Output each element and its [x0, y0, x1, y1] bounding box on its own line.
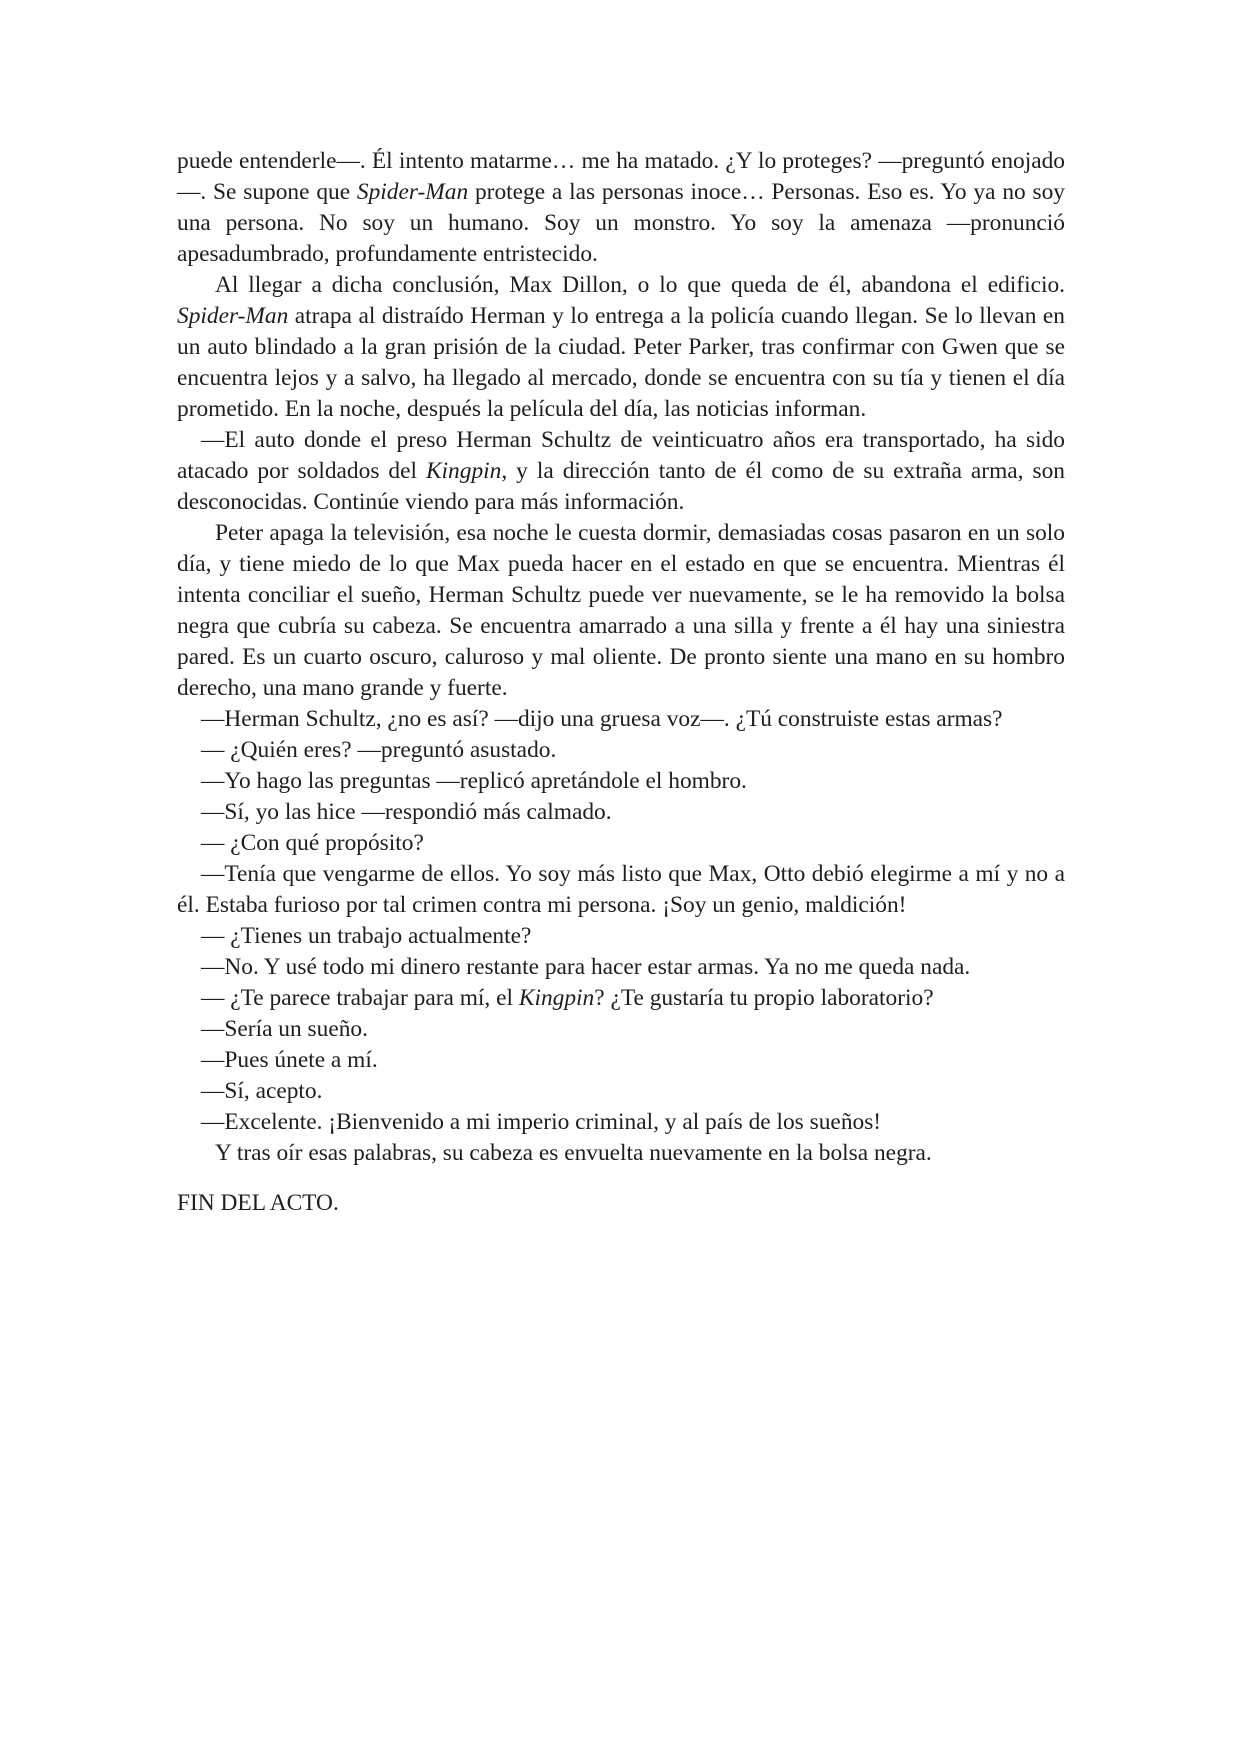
- dialogue-paragraph: [177, 1014, 1065, 1045]
- dialogue-paragraph: [177, 1045, 1065, 1076]
- italic-text: Spider-Man: [356, 179, 469, 205]
- text-segment: —Sería un sueño.: [201, 1016, 368, 1042]
- text-segment: protege a las personas inoce… Personas. Eso es. Yo ya no soy una persona. No soy un humano. Soy un monstro. Yo soy la amenaza —pronunció apesadumbrado, profundamente entristecido.: [177, 179, 1066, 267]
- text-segment: —Herman Schultz, ¿no es así? —dijo una gruesa voz—. ¿Tú construiste estas armas?: [201, 706, 1003, 732]
- italic-text: Spider-Man: [177, 303, 289, 329]
- text-segment: —No. Y usé todo mi dinero restante para hacer estar armas. Ya no me queda nada.: [201, 954, 971, 980]
- text-segment: — ¿Con qué propósito?: [201, 830, 424, 856]
- narrative-paragraph: [177, 146, 1065, 270]
- dialogue-paragraph: [177, 921, 1065, 952]
- text-segment: Al llegar a dicha conclusión, Max Dillon, o lo que queda de él, abandona el edificio.: [215, 272, 1065, 298]
- text-segment: — ¿Quién eres? —preguntó asustado.: [201, 737, 557, 763]
- dialogue-paragraph: [177, 952, 1065, 983]
- text-segment: —El auto donde el preso Herman Schultz de veinticuatro años era transportado, ha sido atacado por soldados del: [177, 427, 1065, 484]
- end-of-act-note: FIN DEL ACTO.: [177, 1190, 339, 1216]
- text-segment: Y tras oír esas palabras, su cabeza es envuelta nuevamente en la bolsa negra.: [215, 1140, 932, 1166]
- text-segment: Peter apaga la televisión, esa noche le cuesta dormir, demasiadas cosas pasaron en un solo día, y tiene miedo de lo que Max pueda hacer en el estado en que se encuentra. Mientras él intenta conciliar el sueño, Herman Schultz puede ver nuevamente, se le ha removido la bolsa negra que cubría su cabeza. Se encuentra amarrado a una silla y frente a él hay una siniestra pared. Es un cuarto oscuro, caluroso y mal oliente. De pronto siente una mano en su hombro derecho, una mano grande y fuerte.: [177, 520, 1065, 701]
- italic-text: Kingpin: [425, 458, 502, 484]
- italic-text: Kingpin: [518, 985, 595, 1011]
- dialogue-paragraph: [177, 704, 1065, 735]
- dialogue-paragraph: [177, 828, 1065, 859]
- dialogue-paragraph: [177, 1076, 1065, 1107]
- dialogue-paragraph: [177, 1107, 1065, 1138]
- text-segment: ? ¿Te gustaría tu propio laboratorio?: [594, 985, 934, 1011]
- narrative-paragraph: [177, 270, 1065, 425]
- text-segment: — ¿Te parece trabajar para mí, el: [201, 985, 519, 1011]
- dialogue-paragraph: [177, 983, 1065, 1014]
- text-segment: —Sí, acepto.: [201, 1078, 323, 1104]
- body-text: [177, 146, 1065, 1169]
- text-segment: —Tenía que vengarme de ellos. Yo soy más listo que Max, Otto debió elegirme a mí y no a él. Estaba furioso por tal crimen contra mi persona. ¡Soy un genio, maldición!: [177, 861, 1065, 918]
- narrative-paragraph: [177, 518, 1065, 704]
- dialogue-paragraph: [177, 797, 1065, 828]
- text-segment: —Excelente. ¡Bienvenido a mi imperio criminal, y al país de los sueños!: [201, 1109, 882, 1135]
- dialogue-paragraph: [177, 425, 1065, 518]
- text-segment: , y la dirección tanto de él como de su extraña arma, son desconocidas. Continúe viendo para más información.: [177, 458, 1065, 515]
- narrative-paragraph: [177, 1138, 1065, 1169]
- text-segment: puede entenderle—. Él intento matarme… me ha matado. ¿Y lo proteges? —preguntó enojado—. Se supone que: [177, 148, 1065, 205]
- dialogue-paragraph: [177, 766, 1065, 797]
- text-segment: —Yo hago las preguntas —replicó apretándole el hombro.: [201, 768, 747, 794]
- text-segment: atrapa al distraído Herman y lo entrega a la policía cuando llegan. Se lo llevan en un auto blindado a la gran prisión de la ciudad. Peter Parker, tras confirmar con Gwen que se encuentra lejos y a salvo, ha llegado al mercado, donde se encuentra con su tía y tienen el día prometido. En la noche, después la película del día, las noticias informan.: [177, 303, 1065, 422]
- text-segment: —Pues únete a mí.: [201, 1047, 378, 1073]
- dialogue-paragraph: [177, 859, 1065, 921]
- text-segment: — ¿Tienes un trabajo actualmente?: [201, 923, 532, 949]
- text-segment: —Sí, yo las hice —respondió más calmado.: [201, 799, 612, 825]
- document-page: [177, 146, 1065, 1219]
- dialogue-paragraph: [177, 735, 1065, 766]
